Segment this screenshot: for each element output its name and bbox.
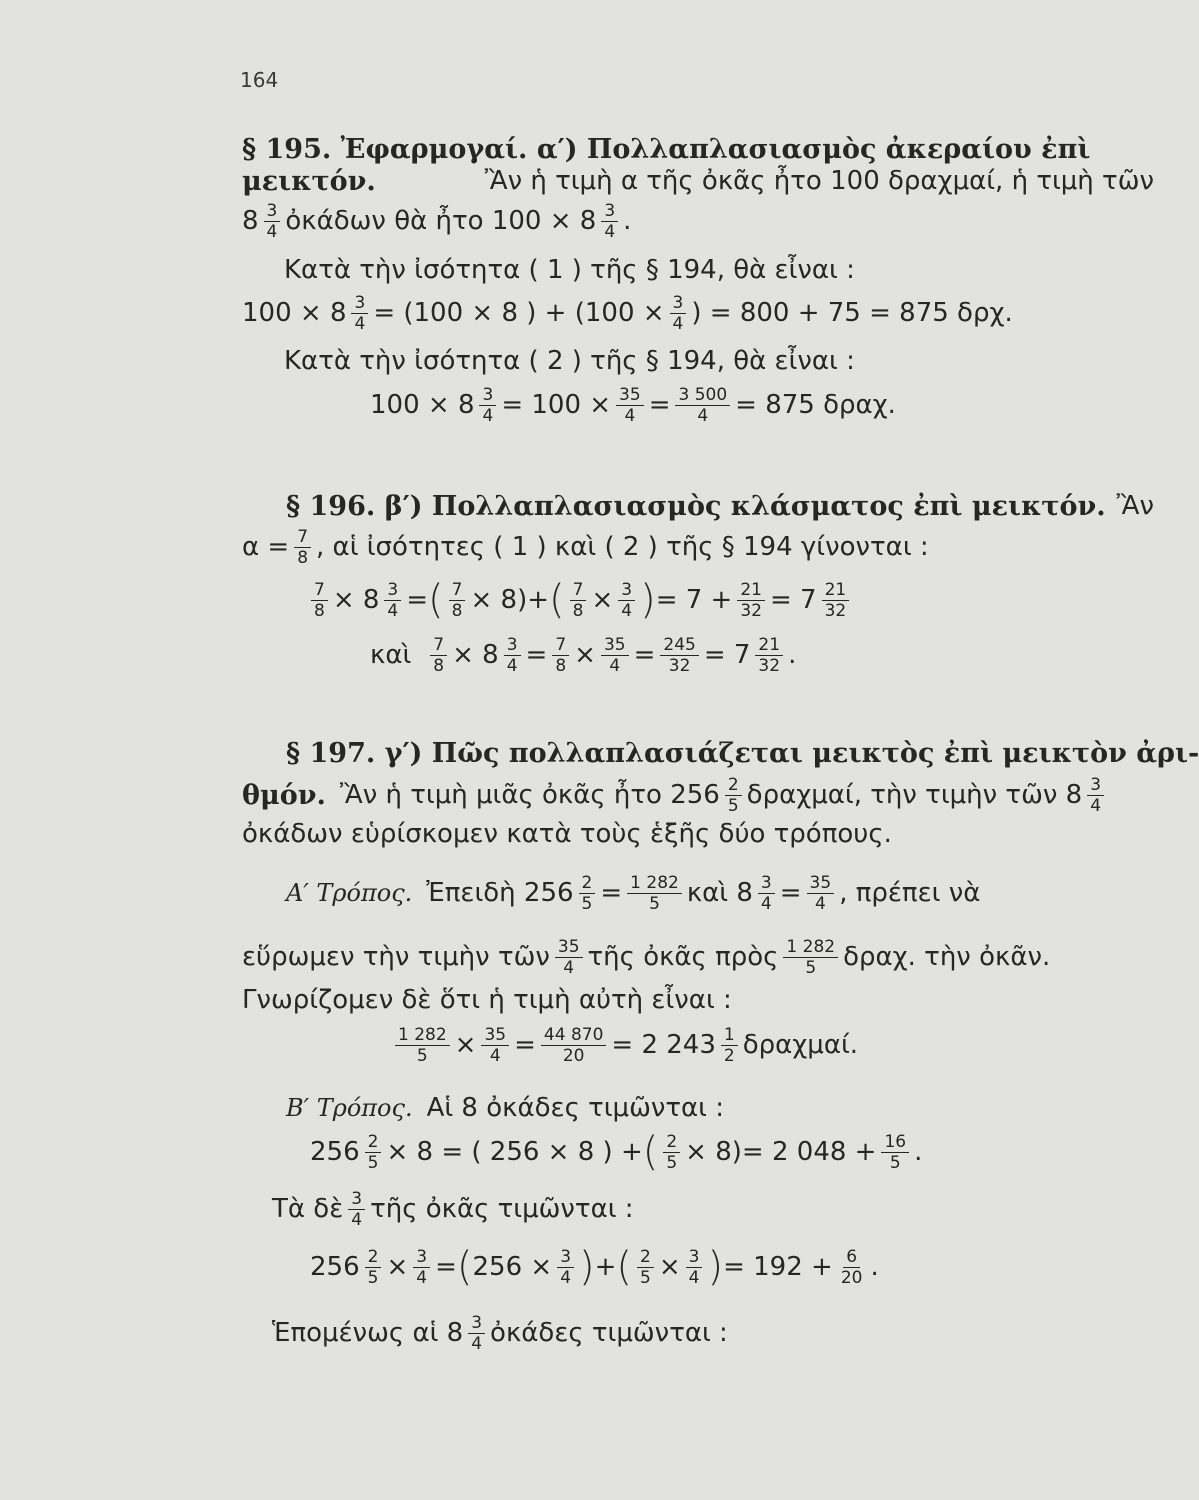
fraction-21-32: [822, 580, 850, 621]
fraction-num: 1 282: [627, 873, 682, 894]
fraction-num: 1: [721, 1025, 738, 1046]
fraction-num: 44 870: [541, 1025, 606, 1046]
eq-part: Ἑπομένως αἱ 8: [272, 1318, 464, 1348]
fraction-7-8: [449, 580, 466, 621]
fraction-den: 4: [506, 655, 518, 676]
fraction-den: 4: [471, 1333, 483, 1354]
eq-part: τῆς ὀκᾶς πρὸς: [587, 942, 779, 972]
s197-know-text: Γνωρίζομεν δὲ ὅτι ἡ τιμὴ αὐτὴ εἶναι :: [242, 985, 732, 1015]
fraction-num: 35: [555, 937, 583, 958]
s195-l3-text: Κατὰ τὴν ἰσότητα ( 1 ) τῆς § 194, θὰ εἶναι :: [284, 255, 855, 285]
fraction-3-4: [468, 1313, 485, 1354]
eq-part: 100 × 8: [370, 390, 475, 420]
fraction-3500-4: [675, 385, 730, 426]
method-b-label: Β′ Τρόπος.: [286, 1094, 413, 1122]
eq-part: ×: [386, 1252, 409, 1282]
page-number: 164: [240, 68, 279, 92]
fraction-2-5: [579, 873, 596, 914]
fraction-7-8: [311, 580, 328, 621]
fraction-6-20: [838, 1247, 866, 1288]
fraction-den: 5: [727, 795, 739, 816]
eq-part: × 8): [470, 585, 528, 615]
eq-part: =: [406, 585, 429, 615]
fraction-1282-5: [627, 873, 682, 914]
eq-part: =: [648, 390, 671, 420]
s195-heading-text: § 195. Ἐφαρμογαί. α′) Πολλαπλασιασμὸς ἀκεραίου ἐπὶ: [242, 133, 1091, 165]
fraction-num: 3: [601, 201, 618, 222]
fraction-den: 5: [649, 893, 660, 914]
fraction-num: 7: [311, 580, 328, 601]
s197-eq-b1: [310, 1125, 1199, 1179]
fraction-den: 8: [297, 547, 309, 568]
eq-part: +: [527, 585, 550, 615]
s196-heading-text: § 196. β′) Πολλαπλασιασμὸς κλάσματος ἐπὶ μεικτόν.: [286, 490, 1106, 522]
eq-part: ) = 800 + 75 = 875 δρχ.: [691, 298, 1013, 328]
fraction-num: 3: [1087, 775, 1104, 796]
fraction-21-32: [737, 580, 765, 621]
fraction-2-5: [663, 1132, 680, 1173]
fraction-den: 5: [367, 1152, 379, 1173]
period: .: [623, 206, 632, 236]
fraction-num: 35: [807, 873, 835, 894]
eq-part: ×: [454, 1030, 477, 1060]
fraction-den: 4: [563, 957, 575, 978]
fraction-num: 3: [348, 1189, 365, 1210]
fraction-num: 2: [663, 1132, 680, 1153]
eq-part: ὀκάδες τιμῶνται :: [490, 1318, 728, 1348]
fraction-den: 4: [482, 405, 494, 426]
s195-eq1: [242, 286, 1154, 340]
fraction-num: 7: [552, 635, 569, 656]
fraction-3-4: [348, 1189, 365, 1230]
eq-part: 100 × 8: [242, 298, 347, 328]
fraction-num: 3: [413, 1247, 430, 1268]
s197-line3: [242, 807, 1154, 861]
fraction-7-8: [570, 580, 587, 621]
paren: (: [428, 577, 444, 623]
eq-part: Ἐπειδὴ 256: [426, 878, 574, 908]
fraction-num: 2: [579, 873, 596, 894]
fraction-den: 5: [666, 1152, 678, 1173]
eq-part: α =: [242, 532, 290, 562]
eq-part: +: [594, 1252, 617, 1282]
paren: ): [707, 1244, 724, 1290]
fraction-den: 8: [433, 655, 445, 676]
eq-part: =: [525, 640, 548, 670]
fraction-den: 4: [760, 893, 772, 914]
eq-part: = 875 δραχ.: [735, 390, 896, 420]
eq-part: = 2 048 +: [741, 1137, 877, 1167]
eq-part: = 7: [770, 585, 817, 615]
fraction-num: 2: [365, 1132, 382, 1153]
paren: (: [642, 1129, 659, 1175]
eq-part: =: [600, 878, 623, 908]
s196-eq2: [370, 628, 1199, 682]
fraction-16-5: [881, 1132, 909, 1173]
eq-part: δραχμαί.: [742, 1030, 859, 1060]
eq-part: Ἂν ἡ τιμὴ μιᾶς ὀκᾶς ἦτο 256: [339, 780, 720, 810]
fraction-den: 32: [668, 655, 691, 676]
eq-part: καὶ 8: [686, 878, 753, 908]
fraction-44870-20: [541, 1025, 606, 1066]
eq-part: ×: [591, 585, 614, 615]
s196-line2: [242, 520, 1154, 574]
s197-heading-text: § 197. γ′) Πῶς πολλαπλασιάζεται μεικτὸς ἐπὶ μεικτὸν ἀρι-: [286, 737, 1199, 769]
s195-l2-text: ὀκάδων θὰ ἦτο 100 × 8: [285, 206, 597, 236]
s197-eq-b2: [310, 1240, 1199, 1294]
paren: (: [549, 577, 565, 623]
fraction-num: 21: [737, 580, 765, 601]
s195-line2: [242, 194, 1154, 248]
eq-part: × 8: [332, 585, 380, 615]
eq-part: εὕρωμεν τὴν τιμὴν τῶν: [242, 942, 550, 972]
fraction-3-4: [758, 873, 775, 914]
fraction-num: 3: [758, 873, 775, 894]
s197-last-line: [272, 1306, 1184, 1360]
fraction-den: 4: [1090, 795, 1102, 816]
fraction-num: 21: [822, 580, 850, 601]
eq-part: ×: [574, 640, 596, 670]
method-a-label: Α′ Τρόπος.: [286, 879, 413, 907]
fraction-1-2: [721, 1025, 738, 1066]
eq-part: = 7 +: [655, 585, 733, 615]
s197-method-a: [286, 866, 1154, 920]
fraction-num: 7: [570, 580, 587, 601]
fraction-35-4: [555, 937, 583, 978]
fraction-den: 4: [697, 405, 709, 426]
fraction-35-4: [601, 635, 629, 676]
eq-part: = 192 +: [723, 1252, 833, 1282]
fraction-3-4: [670, 293, 687, 334]
eq-part: =: [435, 1252, 457, 1282]
fraction-num: 245: [660, 635, 698, 656]
fraction-1282-5: [395, 1025, 450, 1066]
fraction-num: 35: [481, 1025, 509, 1046]
fraction-num: 3: [504, 635, 521, 656]
s195-eq2: [370, 378, 1199, 432]
period: .: [788, 640, 797, 670]
paren: (: [456, 1244, 473, 1290]
fraction-num: 3: [618, 580, 635, 601]
fraction-den: 4: [387, 600, 399, 621]
fraction-den: 4: [814, 893, 826, 914]
fraction-den: 8: [314, 600, 325, 621]
fraction-den: 8: [451, 600, 463, 621]
fraction-den: 32: [824, 600, 847, 621]
paren: ): [640, 577, 656, 623]
fraction-num: 1 282: [783, 937, 838, 958]
fraction-den: 20: [562, 1045, 585, 1066]
eq-part: × 8: [452, 640, 499, 670]
s197-ta-line: [272, 1182, 1184, 1236]
eq-part: Τὰ δὲ: [272, 1194, 344, 1224]
fraction-num: 21: [755, 635, 783, 656]
eq-part: τῆς ὀκᾶς τιμῶνται :: [370, 1194, 634, 1224]
s195-l5-text: Κατὰ τὴν ἰσότητα ( 2 ) τῆς § 194, θὰ εἶναι :: [284, 346, 855, 376]
fraction-21-32: [755, 635, 783, 676]
fraction-245-32: [660, 635, 698, 676]
fraction-35-4: [616, 385, 644, 426]
period: .: [870, 1252, 879, 1282]
eq-part: =: [514, 1030, 536, 1060]
eq-part: × 8): [685, 1137, 742, 1167]
fraction-3-4: [601, 201, 618, 242]
fraction-den: 5: [416, 1045, 428, 1066]
eq-part: = 2 243: [611, 1030, 716, 1060]
eq-part: , πρέπει νὰ: [839, 878, 981, 908]
s195-l2-whole: 8: [242, 206, 259, 236]
fraction-7-8: [430, 635, 447, 676]
fraction-3-4: [504, 635, 521, 676]
eq-part: = 7: [703, 640, 751, 670]
fraction-den: 8: [555, 655, 567, 676]
eq-part: 256: [310, 1252, 360, 1282]
fraction-den: 4: [266, 221, 278, 242]
fraction-num: 2: [637, 1247, 654, 1268]
fraction-den: 32: [758, 655, 781, 676]
s195-l1-text: Ἂν ἡ τιμὴ α τῆς ὀκᾶς ἦτο 100 δραχμαί, ἡ τιμὴ τῶν: [484, 166, 1154, 196]
fraction-num: 3: [351, 293, 368, 314]
fraction-den: 2: [723, 1045, 735, 1066]
eq-part: δραχμαί, τὴν τιμὴν τῶν 8: [746, 780, 1083, 810]
fraction-num: 1 282: [395, 1025, 450, 1046]
fraction-3-4: [618, 580, 635, 621]
fraction-num: 35: [601, 635, 629, 656]
fraction-num: 3: [686, 1247, 703, 1268]
paren: ): [579, 1244, 595, 1290]
fraction-den: 5: [367, 1267, 379, 1288]
fraction-num: 3: [264, 201, 281, 222]
fraction-den: 4: [560, 1267, 572, 1288]
fraction-35-4: [481, 1025, 509, 1066]
s195-l1-bold: μεικτόν.: [242, 165, 376, 197]
fraction-den: 32: [740, 600, 762, 621]
fraction-den: 4: [489, 1045, 501, 1066]
fraction-num: 3: [670, 293, 687, 314]
fraction-den: 5: [805, 957, 817, 978]
fraction-35-4: [807, 873, 835, 914]
fraction-den: 4: [688, 1267, 700, 1288]
fraction-num: 3: [384, 580, 401, 601]
fraction-2-5: [365, 1247, 382, 1288]
eq-part: καὶ: [370, 640, 412, 670]
fraction-num: 16: [881, 1132, 909, 1153]
eq-part: =: [633, 640, 656, 670]
fraction-den: 4: [621, 600, 633, 621]
s197-eq-a: [390, 1018, 1199, 1072]
fraction-7-8: [294, 527, 311, 568]
s196-heading-tail: Ἂν: [1116, 491, 1154, 521]
fraction-3-4: [413, 1247, 430, 1288]
s197-l2-bold: θμόν.: [242, 779, 326, 811]
fraction-den: 4: [624, 405, 636, 426]
fraction-den: 20: [840, 1267, 863, 1288]
fraction-den: 4: [354, 313, 366, 334]
fraction-1282-5: [783, 937, 838, 978]
fraction-3-4: [479, 385, 496, 426]
fraction-num: 3: [468, 1313, 485, 1334]
fraction-den: 8: [572, 600, 584, 621]
eq-part: = 100 ×: [501, 390, 612, 420]
fraction-3-4: [351, 293, 368, 334]
fraction-num: 2: [725, 775, 742, 796]
fraction-num: 3: [557, 1247, 574, 1268]
fraction-2-5: [637, 1247, 654, 1288]
fraction-num: 6: [843, 1247, 860, 1268]
period: .: [914, 1137, 923, 1167]
fraction-num: 3 500: [675, 385, 730, 406]
fraction-num: 7: [449, 580, 466, 601]
fraction-den: 4: [604, 221, 616, 242]
fraction-den: 4: [416, 1267, 428, 1288]
eq-part: × 8 = ( 256 × 8 ) +: [386, 1137, 643, 1167]
s197-l3-text: ὀκάδων εὑρίσκομεν κατὰ τοὺς ἑξῆς δύο τρόπους.: [242, 819, 892, 849]
fraction-den: 5: [640, 1267, 651, 1288]
s196-eq1: [306, 573, 1199, 627]
fraction-7-8: [552, 635, 569, 676]
fraction-num: 3: [479, 385, 496, 406]
paren: (: [616, 1244, 633, 1290]
fraction-den: 5: [581, 893, 593, 914]
fraction-num: 7: [294, 527, 311, 548]
fraction-num: 7: [430, 635, 447, 656]
fraction-3-4: [264, 201, 281, 242]
eq-part: δραχ. τὴν ὀκᾶν.: [843, 942, 1051, 972]
fraction-3-4: [686, 1247, 703, 1288]
fraction-den: 5: [889, 1152, 901, 1173]
fraction-num: 35: [616, 385, 644, 406]
fraction-den: 4: [609, 655, 621, 676]
eq-part: Αἱ 8 ὀκάδες τιμῶνται :: [426, 1093, 724, 1123]
fraction-den: 4: [351, 1209, 363, 1230]
fraction-den: 4: [672, 313, 684, 334]
eq-part: 256: [310, 1137, 360, 1167]
eq-part: , αἱ ἰσότητες ( 1 ) καὶ ( 2 ) τῆς § 194 γίνονται :: [316, 532, 929, 562]
eq-part: = (100 × 8 ) + (100 ×: [373, 298, 665, 328]
eq-part: 256 ×: [472, 1252, 553, 1282]
fraction-2-5: [365, 1132, 382, 1173]
eq-part: ×: [658, 1252, 681, 1282]
eq-part: =: [779, 878, 802, 908]
fraction-3-4: [557, 1247, 574, 1288]
fraction-3-4: [384, 580, 401, 621]
fraction-num: 2: [365, 1247, 382, 1268]
